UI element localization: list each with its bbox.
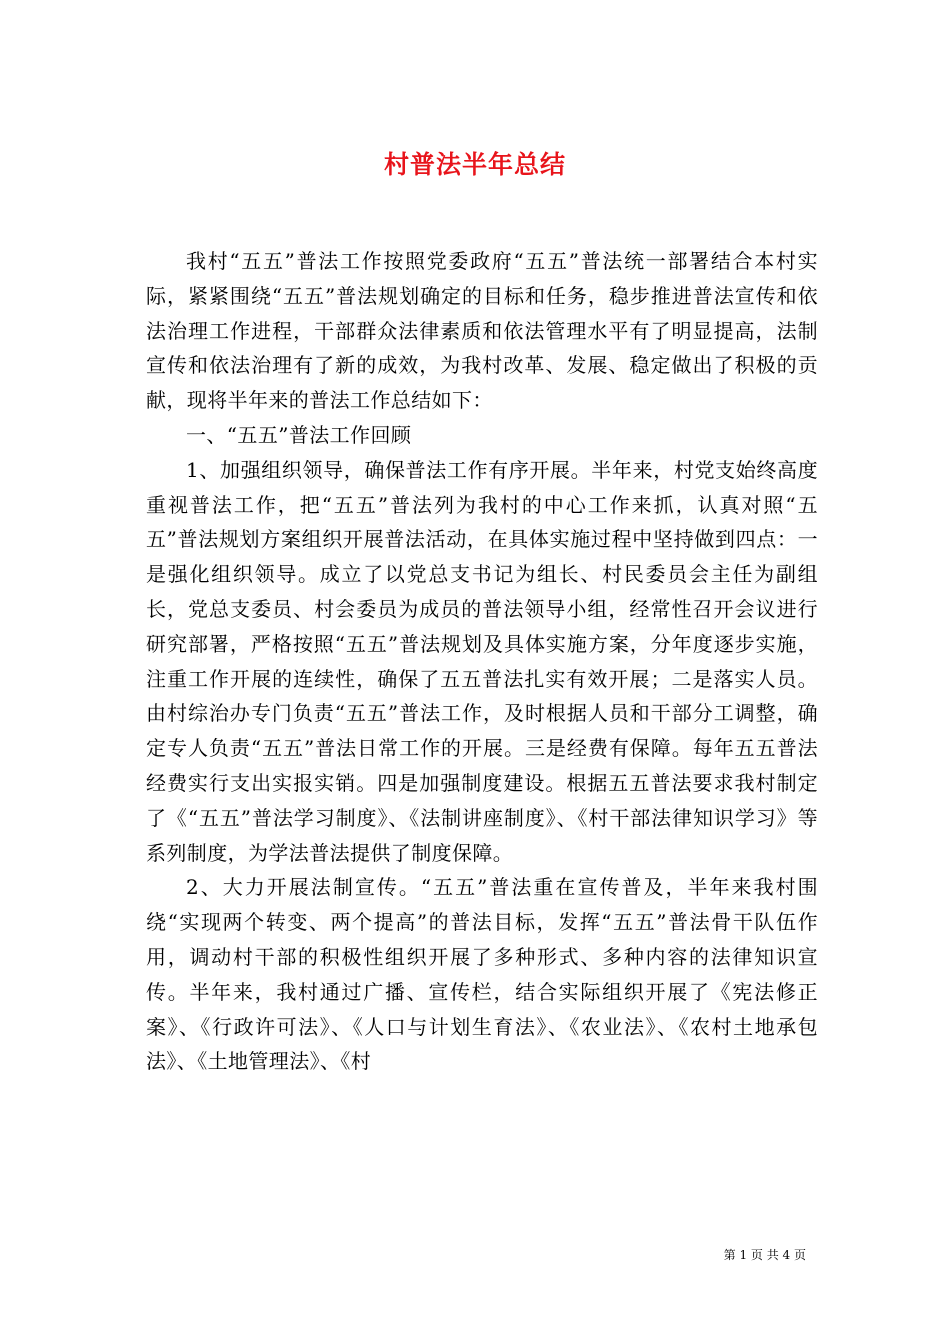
page-number: 第 1 页 共 4 页 <box>723 1248 806 1262</box>
document-title: 村普法半年总结 <box>383 149 566 179</box>
document-body <box>146 244 818 1079</box>
section-heading: 一、“五五”普法工作回顾 <box>186 422 412 447</box>
paragraph-intro: 我村“五五”普法工作按照党委政府“五五”普法统一部署结合本村实际，紧紧围绕“五五”普法规划确定的目标和任务，稳步推进普法宣传和依法治理工作进程，干部群众法律素质和依法管理水平有了明显提高，法制宣传和依法治理有了新的成效，为我村改革、发展、稳定做出了积极的贡献，现将半年来的普法工作总结如下： <box>146 249 818 413</box>
paragraph-publicity: 2、大力开展法制宣传。“五五”普法重在宣传普及，半年来我村围绕“实现两个转变、两个提高”的普法目标，发挥“五五”普法骨干队伍作用，调动村干部的积极性组织开展了多种形式、多种内容的法律知识宣传。半年来，我村通过广播、宣传栏，结合实际组织开展了《宪法修正案》、《行政许可法》、《人口与计划生育法》、《农业法》、《农村土地承包法》、《土地管理法》、《村 <box>146 875 818 1074</box>
paragraph-organization: 1、加强组织领导，确保普法工作有序开展。半年来，村党支始终高度重视普法工作，把“五五”普法列为我村的中心工作来抓，认真对照“五五”普法规划方案组织开展普法活动，在具体实施过程中坚持做到四点：一是强化组织领导。成立了以党总支书记为组长、村民委员会主任为副组长，党总支委员、村会委员为成员的普法领导小组，经常性召开会议进行研究部署，严格按照“五五”普法规划及具体实施方案，分年度逐步实施，注重工作开展的连续性，确保了五五普法扎实有效开展；二是落实人员。由村综治办专门负责“五五”普法工作，及时根据人员和干部分工调整，确定专人负责“五五”普法日常工作的开展。三是经费有保障。每年五五普法经费实行支出实报实销。四是加强制度建设。根据五五普法要求我村制定了《“五五”普法学习制度》、《法制讲座制度》、《村干部法律知识学习》等系列制度，为学法普法提供了制度保障。 <box>146 457 818 865</box>
